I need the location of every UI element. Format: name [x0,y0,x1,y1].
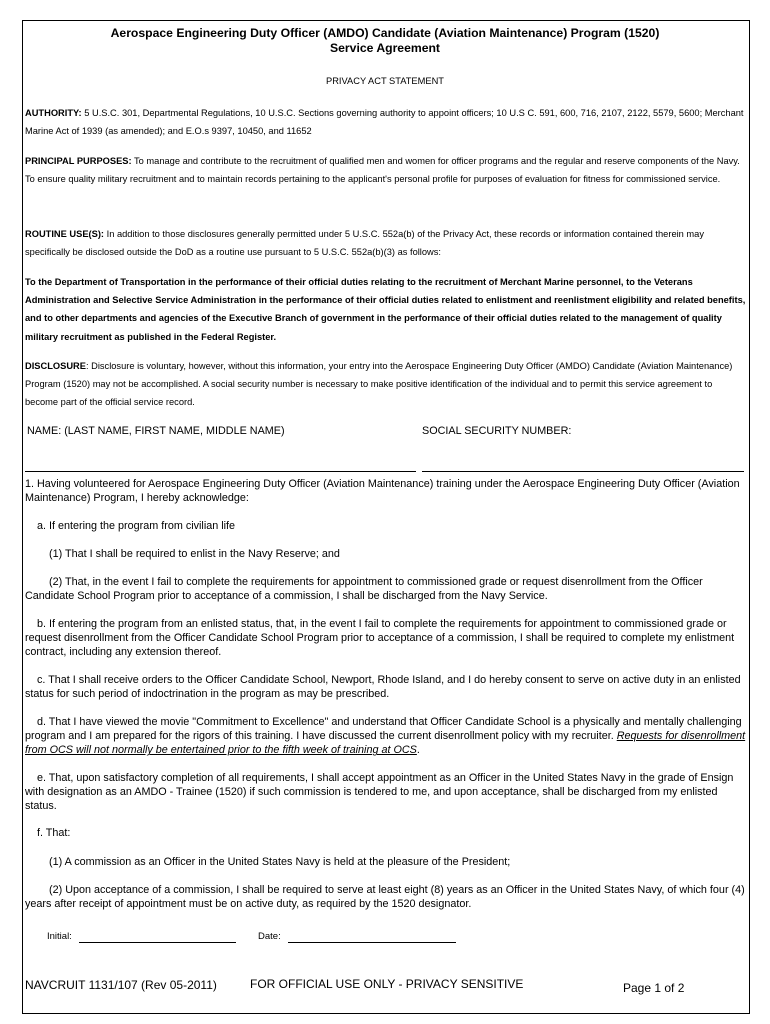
authority-label: AUTHORITY: [25,108,82,118]
initial-label: Initial: [47,931,72,942]
clause-f: f. That: [37,827,71,839]
name-input-line[interactable] [25,471,416,472]
routine-label: ROUTINE USE(S): [25,229,105,239]
acknowledgement-intro: 1. Having volunteered for Aerospace Engineering Duty Officer (Aviation Maintenance) training under the Aerospace Engineering Duty Officer (Aviation Maintenance) Program, I hereby acknowledge: [25,478,740,505]
date-label: Date: [258,931,281,942]
clause-f1: (1) A commission as an Officer in the United States Navy is held at the pleasure of the President; [49,856,511,868]
ssn-input-line[interactable] [422,471,744,472]
clause-a: a. If entering the program from civilian life [37,520,236,532]
disclosure-label: DISCLOSURE [25,361,86,371]
clause-b: b. If entering the program from an enlisted status, that, in the event I fail to complete the requirements for appointment to commissioned grade or request disenrollment from the Officer Candidate School Program prior to acceptance of a commission, I shall be required to complete my enlistment contract, including any extension thereof. [25,618,735,659]
form-subtitle: Service Agreement [330,41,440,55]
initial-input-line[interactable] [79,942,236,943]
clause-c: c. That I shall receive orders to the Officer Candidate School, Newport, Rhode Island, and I do hereby consent to serve on active duty in an enlisted status for such period of indoctrination in the program as may be prescribed. [25,674,741,701]
clause-d [25,715,750,758]
clause-a2: (2) That, in the event I fail to complete the requirements for appointment to commissioned grade or request disenrollment from the Officer Candidate School Program prior to acceptance of a commission, I shall be discharged from the Navy Service. [25,576,703,603]
purposes-paragraph [25,152,747,188]
clause-d-end: . [416,744,420,757]
routine-text: In addition to those disclosures generally permitted under 5 U.S.C. 552a(b) of the Privacy Act, these records or information contained therein may specifically be disclosed outside the DoD as a routine use pursuant to 5 U.S.C. 552a(b)(3) as follows: [25,229,704,258]
authority-text: 5 U.S.C. 301, Departmental Regulations, 10 U.S.C. Sections governing authority to appoint officers; 10 U.S C. 591, 600, 716, 2107, 2122, 5579, 5600; Merchant Marine Act of 1939 (as amended); and E.O.s 9397, 10450, and 11652 [25,108,744,137]
page-number: Page 1 of 2 [623,981,685,995]
privacy-notice: FOR OFFICIAL USE ONLY - PRIVACY SENSITIVE [250,977,524,991]
form-title: Aerospace Engineering Duty Officer (AMDO) Candidate (Aviation Maintenance) Program (1520) [110,26,660,40]
disclosure-text: : Disclosure is voluntary, however, without this information, your entry into the Aerospace Engineering Duty Officer (AMDO) Candidate (Aviation Maintenance) Program (1520) may not be accomplished. A social security number is necessary to make positive identification of the individual and to permit this service agreement to become part of the official service record. [25,361,733,408]
clause-d-text: d. That I have viewed the movie "Commitment to Excellence" and understand that Officer Candidate School is a physically and mentally challenging program and I am prepared for the rigors of this training. I have discussed the current disenrollment policy with my recruiter. [25,716,742,743]
routine-use-bold-paragraph: To the Department of Transportation in the performance of their official duties relating to the recruitment of Merchant Marine personnel, to the Veterans Administration and Selective Service Administration in the performance of their official duties related to enlistment and reenlistment eligibility and related benefits, and to other departments and agencies of the Executive Branch of government in the performance of their official duties related to the management of quality military recruitment as published in the Federal Register. [25,277,746,342]
clause-f2: (2) Upon acceptance of a commission, I shall be required to serve at least eight (8) years as an Officer in the United States Navy, of which four (4) years after receipt of appointment must be on active duty, as required by the 1520 designator. [25,884,745,911]
privacy-heading: PRIVACY ACT STATEMENT [326,76,444,86]
purposes-label: PRINCIPAL PURPOSES: [25,156,132,166]
clause-e: e. That, upon satisfactory completion of all requirements, I shall accept appointment as an Officer in the United States Navy in the grade of Ensign with designation as an AMDO - Trainee (1520) if such commission is tendered to me, and upon acceptance, shall be discharged from my enlisted status. [25,772,734,813]
disclosure-paragraph [25,357,747,412]
form-number: NAVCRUIT 1131/107 (Rev 05-2011) [25,978,217,992]
disenrollment-note: Requests for disenrollment from OCS will not normally be entertained prior to the fifth week of training at OCS [25,730,746,757]
ssn-label: SOCIAL SECURITY NUMBER: [422,425,572,437]
name-label: NAME: (LAST NAME, FIRST NAME, MIDDLE NAME) [27,425,285,437]
date-input-line[interactable] [288,942,456,943]
routine-use-paragraph [25,225,747,261]
purposes-text: To manage and contribute to the recruitment of qualified men and women for officer programs and the regular and reserve components of the Navy. To ensure quality military recruitment and to maintain records pertaining to the applicant's personal profile for purposes of evaluation for fitness for commissioned service. [25,156,740,185]
clause-a1: (1) That I shall be required to enlist in the Navy Reserve; and [49,548,340,560]
authority-paragraph [25,104,747,140]
